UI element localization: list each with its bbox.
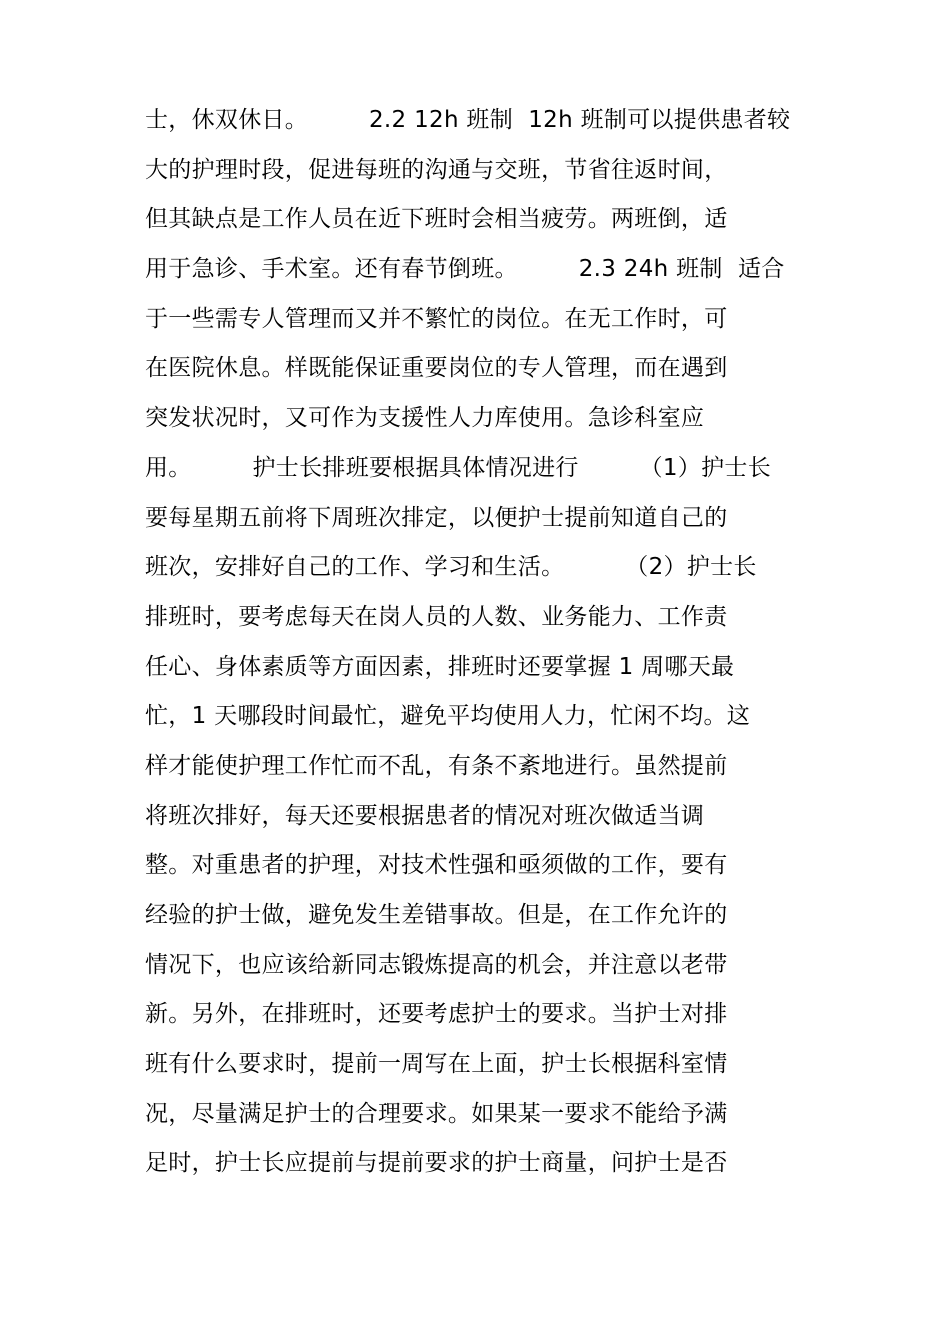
- text-line: 样才能使护理工作忙而不乱，有条不紊地进行。虽然提前: [145, 752, 728, 779]
- text-line: 突发状况时，又可作为支援性人力库使用。急诊科室应: [145, 405, 705, 432]
- text-line: 情况下，也应该给新同志锻炼提高的机会，并注意以老带: [145, 951, 728, 978]
- text-line: 士，休双休日。 2.2 12h 班制 12h 班制可以提供患者较: [145, 107, 791, 133]
- text-line: 用。 护士长排班要根据具体情况进行 （1）护士长: [145, 454, 772, 481]
- text-line: 班有什么要求时，提前一周写在上面，护士长根据科室情: [145, 1051, 728, 1078]
- text-line: 班次，安排好自己的工作、学习和生活。 （2）护士长: [145, 554, 757, 581]
- text-line: 况，尽量满足护士的合理要求。如果某一要求不能给予满: [145, 1100, 728, 1127]
- text-line: 忙，1 天哪段时间最忙，避免平均使用人力，忙闲不均。这: [145, 703, 751, 730]
- text-line: 足时，护士长应提前与提前要求的护士商量，问护士是否: [145, 1150, 728, 1177]
- text-line: 任心、身体素质等方面因素，排班时还要掌握 1 周哪天最: [145, 653, 735, 680]
- text-line: 排班时，要考虑每天在岗人员的人数、业务能力、工作责: [145, 603, 728, 630]
- text-line: 将班次排好，每天还要根据患者的情况对班次做适当调: [145, 802, 705, 829]
- text-line: 要每星期五前将下周班次排定，以便护士提前知道自己的: [145, 504, 728, 531]
- text-line: 于一些需专人管理而又并不繁忙的岗位。在无工作时，可: [145, 305, 728, 332]
- text-line: 新。另外，在排班时，还要考虑护士的要求。当护士对排: [145, 1001, 728, 1028]
- text-line: 经验的护士做，避免发生差错事故。但是，在工作允许的: [145, 902, 728, 928]
- text-line: 大的护理时段，促进每班的沟通与交班，节省往返时间，: [145, 156, 728, 183]
- text-line: 在医院休息。样既能保证重要岗位的专人管理，而在遇到: [145, 355, 728, 382]
- text-line: 用于急诊、手术室。还有春节倒班。 2.3 24h 班制 适合: [145, 256, 785, 283]
- text-line: 整。对重患者的护理，对技术性强和亟须做的工作，要有: [145, 852, 728, 879]
- text-line: 但其缺点是工作人员在近下班时会相当疲劳。两班倒，适: [145, 206, 728, 233]
- body-text: [145, 96, 825, 1189]
